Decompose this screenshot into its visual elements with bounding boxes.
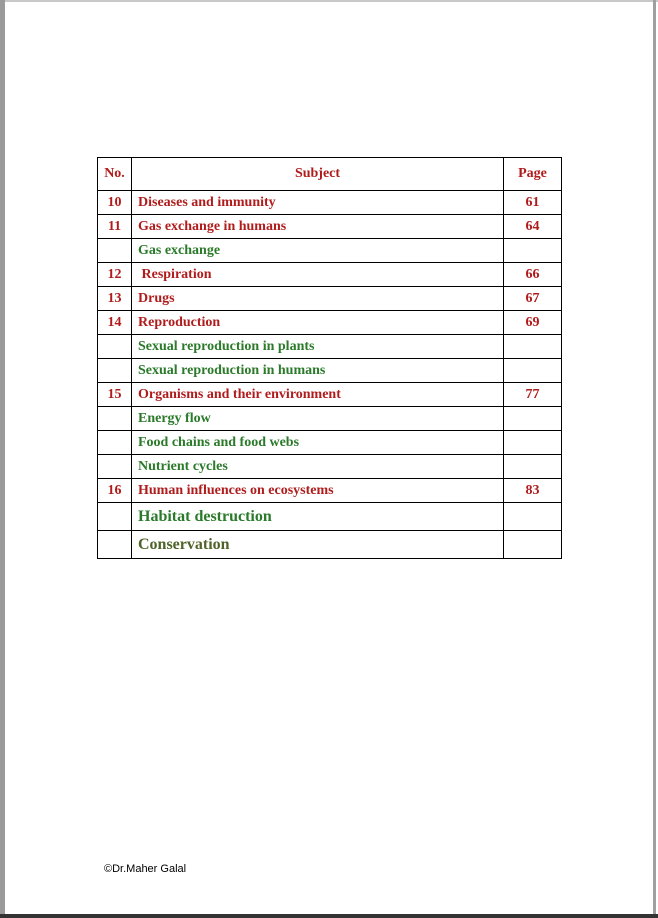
table-row	[98, 191, 562, 215]
row-subject: Human influences on ecosystems	[132, 479, 504, 503]
row-subject: Drugs	[132, 287, 504, 311]
row-page	[504, 407, 562, 431]
row-number	[98, 335, 132, 359]
row-page	[504, 431, 562, 455]
table-row	[98, 239, 562, 263]
row-number: 11	[98, 215, 132, 239]
table-row	[98, 431, 562, 455]
table-row	[98, 407, 562, 431]
table-row	[98, 455, 562, 479]
row-number	[98, 455, 132, 479]
table-row	[98, 359, 562, 383]
row-subject: Sexual reproduction in humans	[132, 359, 504, 383]
row-number: 16	[98, 479, 132, 503]
row-page: 77	[504, 383, 562, 407]
table-row	[98, 263, 562, 287]
row-number	[98, 407, 132, 431]
row-page	[504, 239, 562, 263]
header-subject: Subject	[132, 158, 504, 191]
row-page: 66	[504, 263, 562, 287]
table-row	[98, 311, 562, 335]
row-subject: Energy flow	[132, 407, 504, 431]
row-number: 13	[98, 287, 132, 311]
page-bottom-border	[0, 914, 658, 918]
row-page: 83	[504, 479, 562, 503]
row-page: 64	[504, 215, 562, 239]
row-subject: Reproduction	[132, 311, 504, 335]
row-page	[504, 531, 562, 559]
row-number	[98, 239, 132, 263]
copyright-footer: ©Dr.Maher Galal	[104, 863, 187, 875]
row-subject: Organisms and their environment	[132, 383, 504, 407]
header-page: Page	[504, 158, 562, 191]
row-page: 69	[504, 311, 562, 335]
header-no: No.	[98, 158, 132, 191]
row-subject: Gas exchange	[132, 239, 504, 263]
row-subject: Diseases and immunity	[132, 191, 504, 215]
row-page	[504, 335, 562, 359]
row-page: 61	[504, 191, 562, 215]
row-subject: Food chains and food webs	[132, 431, 504, 455]
row-number: 14	[98, 311, 132, 335]
row-subject: Gas exchange in humans	[132, 215, 504, 239]
page-right-border	[653, 0, 656, 918]
row-page: 67	[504, 287, 562, 311]
row-page	[504, 359, 562, 383]
table-row	[98, 503, 562, 531]
row-number	[98, 431, 132, 455]
contents-table	[97, 157, 562, 559]
row-number: 15	[98, 383, 132, 407]
table-row	[98, 479, 562, 503]
row-page	[504, 455, 562, 479]
page-left-border	[0, 0, 5, 918]
row-number: 12	[98, 263, 132, 287]
row-page	[504, 503, 562, 531]
table-body	[98, 191, 562, 559]
row-subject: Sexual reproduction in plants	[132, 335, 504, 359]
table-row	[98, 531, 562, 559]
table-row	[98, 383, 562, 407]
table-row	[98, 335, 562, 359]
page-top-border	[0, 0, 658, 2]
table-row	[98, 287, 562, 311]
row-subject: Respiration	[132, 263, 504, 287]
row-number: 10	[98, 191, 132, 215]
row-number	[98, 359, 132, 383]
row-number	[98, 531, 132, 559]
row-number	[98, 503, 132, 531]
row-subject: Nutrient cycles	[132, 455, 504, 479]
row-subject: Habitat destruction	[132, 503, 504, 531]
table-header-row	[98, 158, 562, 191]
row-subject: Conservation	[132, 531, 504, 559]
table-row	[98, 215, 562, 239]
